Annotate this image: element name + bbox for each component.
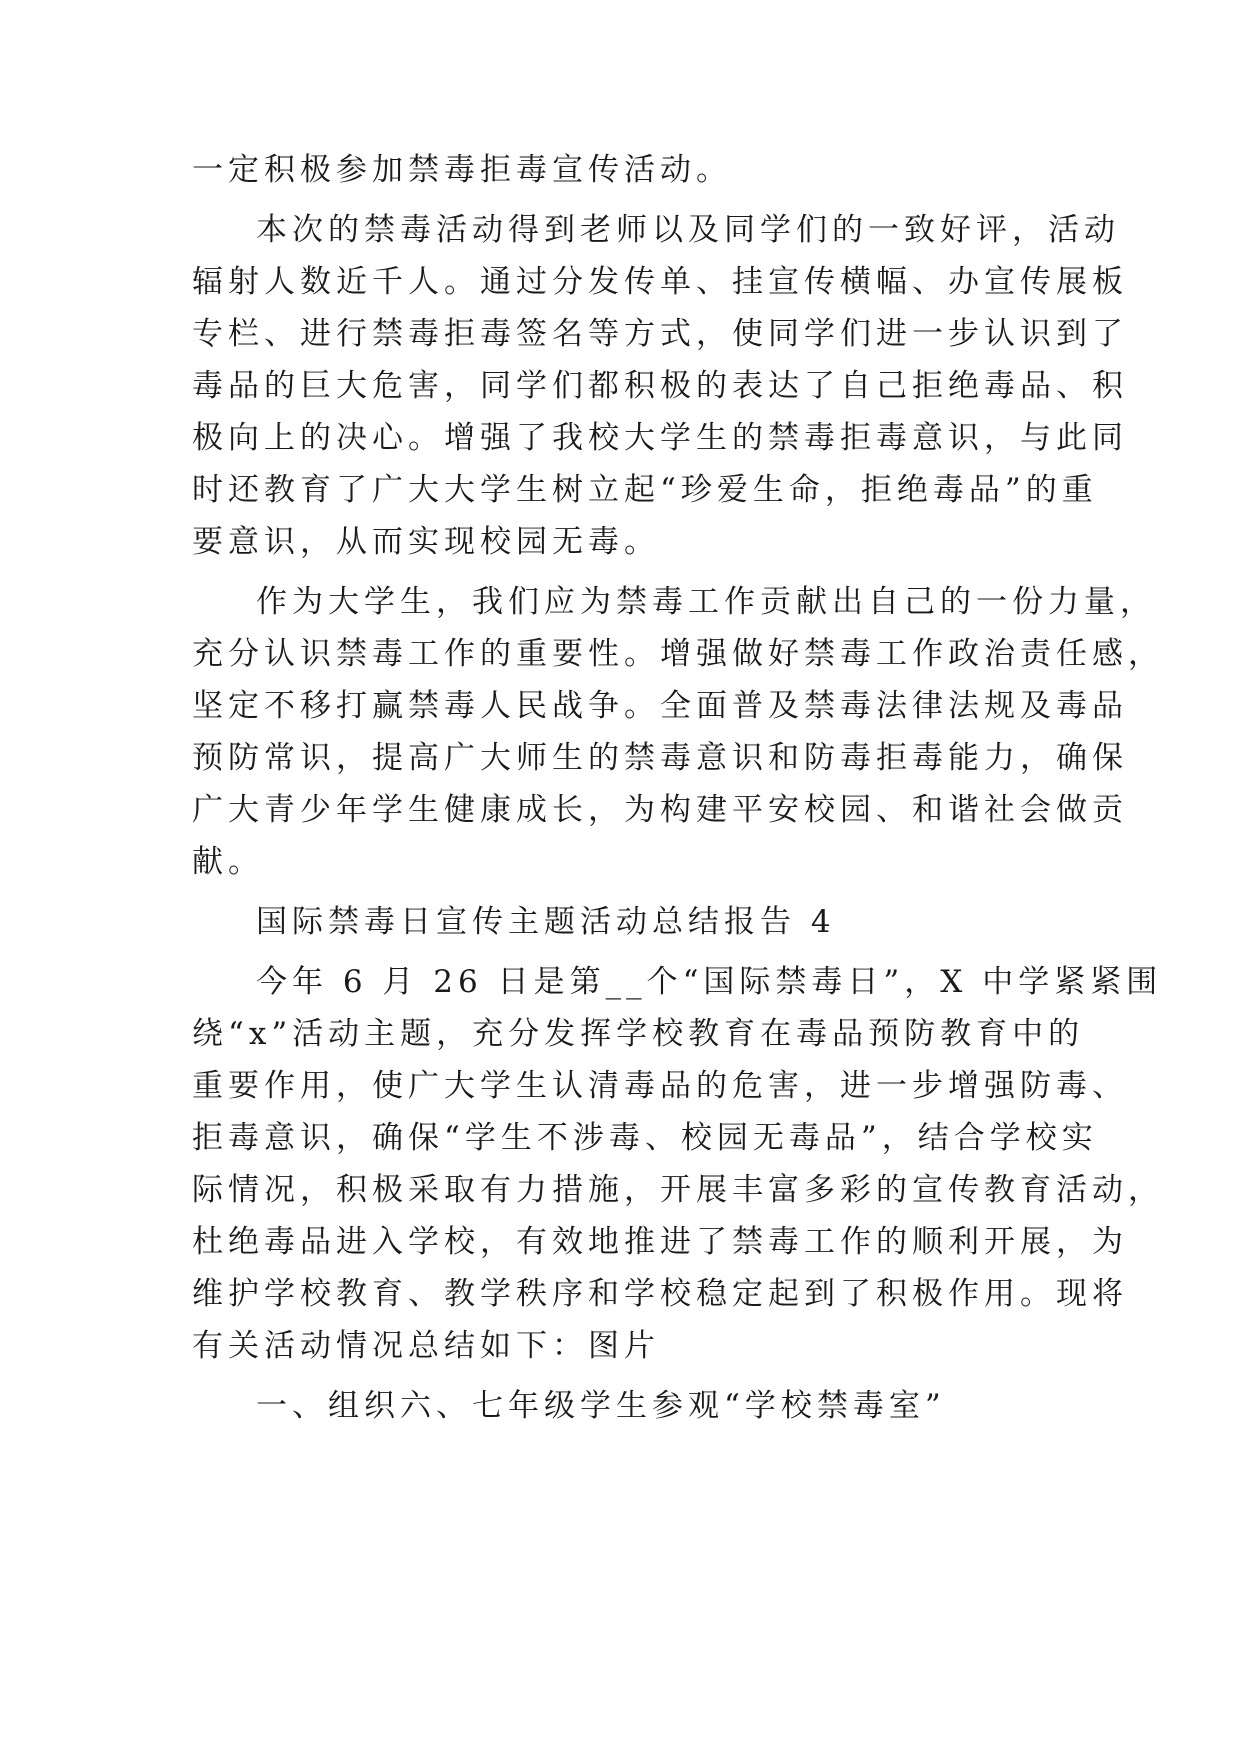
text-line: 广大青少年学生健康成长，为构建平安校园、和谐社会做贡 xyxy=(192,792,1128,828)
text-line: 献。 xyxy=(192,844,264,880)
text-line: 充分认识禁毒工作的重要性。增强做好禁毒工作政治责任感， xyxy=(192,636,1164,672)
paragraph-start-line: 作为大学生，我们应为禁毒工作贡献出自己的一份力量， xyxy=(256,584,1156,620)
text-line: 拒毒意识，确保“学生不涉毒、校园无毒品”，结合学校实 xyxy=(192,1120,1098,1156)
text-line: 毒品的巨大危害，同学们都积极的表达了自己拒绝毒品、积 xyxy=(192,368,1128,404)
text-line: 杜绝毒品进入学校，有效地推进了禁毒工作的顺利开展，为 xyxy=(192,1224,1128,1260)
text-line: 一定积极参加禁毒拒毒宣传活动。 xyxy=(192,152,732,188)
text-line: 辐射人数近千人。通过分发传单、挂宣传横幅、办宣传展板 xyxy=(192,264,1128,300)
text-line: 绕“x”活动主题，充分发挥学校教育在毒品预防教育中的 xyxy=(192,1016,1085,1052)
text-line: 极向上的决心。增强了我校大学生的禁毒拒毒意识，与此同 xyxy=(192,420,1128,456)
section-heading: 国际禁毒日宣传主题活动总结报告 4 xyxy=(256,904,836,940)
text-line: 预防常识，提高广大师生的禁毒意识和防毒拒毒能力，确保 xyxy=(192,740,1128,776)
text-line: 专栏、进行禁毒拒毒签名等方式，使同学们进一步认识到了 xyxy=(192,316,1128,352)
text-line: 有关活动情况总结如下：图片 xyxy=(192,1328,660,1364)
text-line: 时还教育了广大大学生树立起“珍爱生命，拒绝毒品”的重 xyxy=(192,472,1098,508)
paragraph-start-line: 今年 6 月 26 日是第__个“国际禁毒日”，X 中学紧紧围 xyxy=(256,964,1163,1000)
text-line: 坚定不移打赢禁毒人民战争。全面普及禁毒法律法规及毒品 xyxy=(192,688,1128,724)
paragraph-start-line: 本次的禁毒活动得到老师以及同学们的一致好评，活动 xyxy=(256,212,1120,248)
text-line: 维护学校教育、教学秩序和学校稳定起到了积极作用。现将 xyxy=(192,1276,1128,1312)
subsection-heading: 一、组织六、七年级学生参观“学校禁毒室” xyxy=(256,1388,946,1424)
text-line: 要意识，从而实现校园无毒。 xyxy=(192,524,660,560)
text-line: 际情况，积极采取有力措施，开展丰富多彩的宣传教育活动， xyxy=(192,1172,1164,1208)
text-line: 重要作用，使广大学生认清毒品的危害，进一步增强防毒、 xyxy=(192,1068,1128,1104)
